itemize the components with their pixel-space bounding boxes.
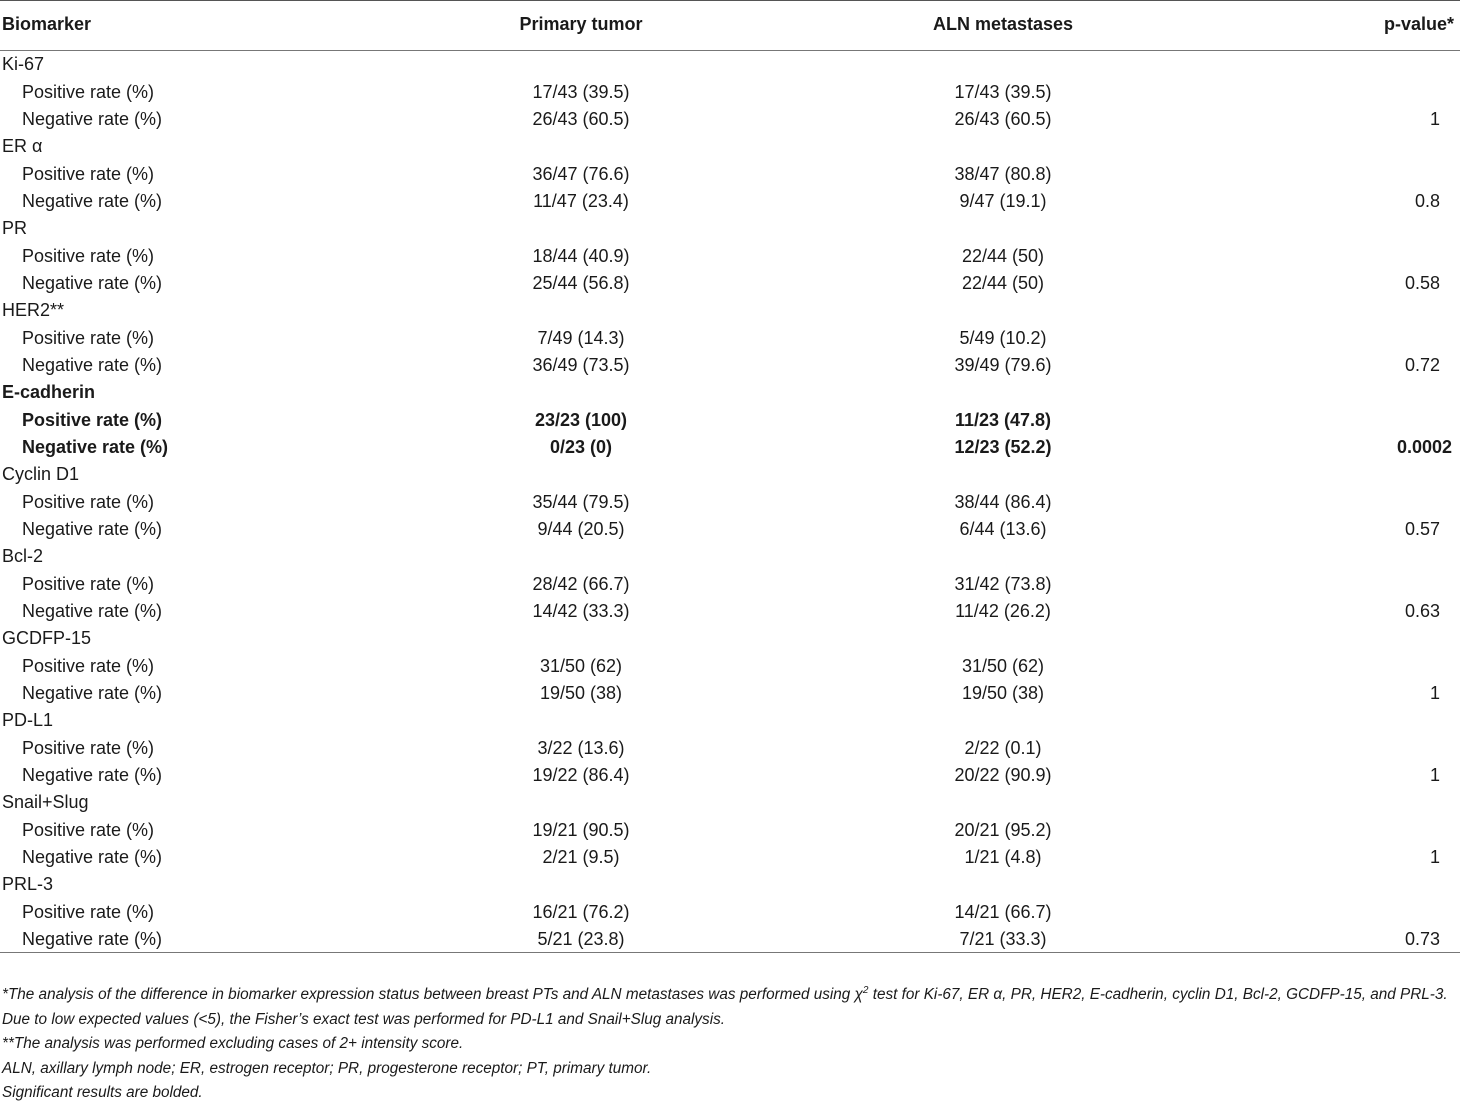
aln-metastases-value: 20/21 (95.2): [954, 819, 1052, 840]
table-row: [0, 269, 1460, 296]
primary-tumor-value: [360, 543, 750, 570]
primary-tumor-value: [360, 461, 750, 488]
table-group-row: [0, 51, 1460, 78]
rate-label: Negative rate (%): [22, 928, 163, 949]
table-row: [0, 926, 1460, 953]
p-value: [1250, 379, 1460, 406]
biomarker-name: GCDFP-15: [2, 628, 92, 649]
rate-label: Negative rate (%): [22, 108, 163, 129]
rate-label: Negative rate (%): [22, 272, 163, 293]
primary-tumor-value: [360, 625, 750, 652]
biomarker-name: ER α: [2, 136, 43, 157]
p-value: 1: [1429, 847, 1440, 868]
aln-metastases-value: 39/49 (79.6): [954, 354, 1052, 375]
aln-metastases-value: 11/23 (47.8): [954, 409, 1052, 430]
p-value: [1250, 297, 1460, 324]
footnote-significance: Significant results are bolded.: [2, 1084, 203, 1101]
biomarker-name: PD-L1: [2, 710, 54, 731]
table-group-row: [0, 625, 1460, 652]
table-row: [0, 187, 1460, 214]
p-value: 0.73: [1404, 928, 1440, 949]
primary-tumor-value: 31/50 (62): [539, 655, 623, 676]
rate-label: Positive rate (%): [22, 245, 155, 266]
aln-metastases-value: [750, 297, 1250, 324]
p-value: [1250, 652, 1460, 679]
rate-label: Positive rate (%): [22, 491, 155, 512]
table-row: [0, 488, 1460, 515]
aln-metastases-value: 7/21 (33.3): [959, 928, 1047, 949]
primary-tumor-value: [360, 215, 750, 242]
primary-tumor-value: 16/21 (76.2): [532, 901, 630, 922]
p-value: 0.0002: [1396, 436, 1452, 457]
aln-metastases-value: 31/50 (62): [961, 655, 1045, 676]
table-group-row: [0, 871, 1460, 898]
aln-metastases-value: [750, 379, 1250, 406]
primary-tumor-value: 2/21 (9.5): [542, 847, 620, 868]
header-p-value: p-value*: [1383, 14, 1454, 34]
rate-label: Negative rate (%): [22, 847, 163, 868]
table-row: [0, 433, 1460, 460]
p-value: 1: [1429, 108, 1440, 129]
table-group-row: [0, 461, 1460, 488]
table-row: [0, 843, 1460, 870]
aln-metastases-value: [750, 871, 1250, 898]
primary-tumor-value: 19/50 (38): [539, 683, 623, 704]
table-row: [0, 105, 1460, 132]
aln-metastases-value: 5/49 (10.2): [959, 327, 1047, 348]
table-row: [0, 679, 1460, 706]
primary-tumor-value: 25/44 (56.8): [532, 272, 630, 293]
biomarker-name: E-cadherin: [2, 382, 96, 403]
header-biomarker: Biomarker: [2, 14, 92, 34]
table-group-row: [0, 133, 1460, 160]
aln-metastases-value: 26/43 (60.5): [954, 108, 1052, 129]
p-value: [1250, 461, 1460, 488]
rate-label: Positive rate (%): [22, 409, 163, 430]
p-value: 0.58: [1404, 272, 1440, 293]
aln-metastases-value: [750, 543, 1250, 570]
p-value: 0.57: [1404, 519, 1440, 540]
aln-metastases-value: 19/50 (38): [961, 683, 1045, 704]
primary-tumor-value: 7/49 (14.3): [537, 327, 625, 348]
p-value: [1250, 871, 1460, 898]
aln-metastases-value: 20/22 (90.9): [954, 765, 1052, 786]
p-value: [1250, 78, 1460, 105]
primary-tumor-value: 3/22 (13.6): [537, 737, 625, 758]
p-value: [1250, 488, 1460, 515]
table-group-row: [0, 789, 1460, 816]
table-group-row: [0, 379, 1460, 406]
aln-metastases-value: 22/44 (50): [961, 272, 1045, 293]
aln-metastases-value: [750, 461, 1250, 488]
rate-label: Negative rate (%): [22, 354, 163, 375]
footnote-statistics-text-b: test for Ki-67, ER α, PR, HER2, E-cadherin, cyclin D1, Bcl-2, GCDFP-15, and PRL-3. Due to low expected values (<5), the Fisher’s exact test was performed for PD-L1 and Snail+Slug analysis.: [2, 986, 1448, 1028]
table-group-row: [0, 297, 1460, 324]
p-value: [1250, 707, 1460, 734]
primary-tumor-value: [360, 379, 750, 406]
rate-label: Negative rate (%): [22, 519, 163, 540]
p-value: [1250, 816, 1460, 843]
rate-label: Positive rate (%): [22, 327, 155, 348]
rate-label: Positive rate (%): [22, 901, 155, 922]
p-value: [1250, 215, 1460, 242]
p-value: [1250, 898, 1460, 925]
rate-label: Positive rate (%): [22, 573, 155, 594]
table-row: [0, 652, 1460, 679]
aln-metastases-value: 2/22 (0.1): [964, 737, 1042, 758]
p-value: [1250, 789, 1460, 816]
rate-label: Positive rate (%): [22, 81, 155, 102]
primary-tumor-value: 17/43 (39.5): [532, 81, 630, 102]
primary-tumor-value: [360, 51, 750, 78]
header-primary-tumor: Primary tumor: [519, 14, 643, 34]
p-value: 0.63: [1404, 601, 1440, 622]
rate-label: Negative rate (%): [22, 683, 163, 704]
table-row: [0, 597, 1460, 624]
p-value: [1250, 133, 1460, 160]
p-value: 0.8: [1414, 190, 1440, 211]
footnote-her2: **The analysis was performed excluding cases of 2+ intensity score.: [2, 1035, 464, 1052]
header-row: [0, 1, 1460, 51]
p-value: [1250, 543, 1460, 570]
table-row: [0, 78, 1460, 105]
primary-tumor-value: 9/44 (20.5): [537, 519, 625, 540]
p-value: [1250, 324, 1460, 351]
table-row: [0, 515, 1460, 542]
p-value: [1250, 160, 1460, 187]
primary-tumor-value: 11/47 (23.4): [533, 190, 629, 211]
aln-metastases-value: 11/42 (26.2): [955, 601, 1051, 622]
aln-metastases-value: 38/47 (80.8): [954, 163, 1052, 184]
primary-tumor-value: [360, 133, 750, 160]
primary-tumor-value: 36/47 (76.6): [532, 163, 630, 184]
table-row: [0, 160, 1460, 187]
primary-tumor-value: 5/21 (23.8): [537, 928, 625, 949]
rate-label: Negative rate (%): [22, 601, 163, 622]
table-body: [0, 51, 1460, 953]
biomarker-name: Ki-67: [2, 54, 45, 75]
aln-metastases-value: [750, 789, 1250, 816]
primary-tumor-value: 26/43 (60.5): [532, 108, 630, 129]
aln-metastases-value: 17/43 (39.5): [954, 81, 1052, 102]
p-value: [1250, 625, 1460, 652]
aln-metastases-value: 1/21 (4.8): [964, 847, 1042, 868]
table-row: [0, 242, 1460, 269]
table-row: [0, 734, 1460, 761]
aln-metastases-value: 31/42 (73.8): [954, 573, 1052, 594]
primary-tumor-value: 36/49 (73.5): [532, 354, 630, 375]
table-row: [0, 816, 1460, 843]
aln-metastases-value: [750, 625, 1250, 652]
primary-tumor-value: 19/22 (86.4): [532, 765, 630, 786]
biomarker-name: Bcl-2: [2, 546, 44, 567]
table-row: [0, 570, 1460, 597]
footnote-abbreviations: ALN, axillary lymph node; ER, estrogen receptor; PR, progesterone receptor; PT, primary tumor.: [2, 1059, 652, 1077]
aln-metastases-value: 12/23 (52.2): [954, 436, 1052, 457]
aln-metastases-value: [750, 51, 1250, 78]
table-row: [0, 761, 1460, 788]
p-value: 0.72: [1404, 354, 1440, 375]
primary-tumor-value: [360, 297, 750, 324]
table-row: [0, 324, 1460, 351]
table-header: [0, 1, 1460, 51]
rate-label: Negative rate (%): [22, 190, 163, 211]
chi-superscript: 2: [862, 984, 869, 996]
table-group-row: [0, 543, 1460, 570]
chi-symbol: χ: [854, 986, 863, 1003]
rate-label: Positive rate (%): [22, 819, 155, 840]
primary-tumor-value: 18/44 (40.9): [532, 245, 630, 266]
aln-metastases-value: [750, 133, 1250, 160]
biomarker-name: HER2**: [2, 300, 65, 321]
table-row: [0, 406, 1460, 433]
aln-metastases-value: 22/44 (50): [961, 245, 1045, 266]
rate-label: Negative rate (%): [22, 436, 169, 457]
aln-metastases-value: [750, 215, 1250, 242]
biomarker-name: Cyclin D1: [2, 464, 80, 485]
footnote-statistics: [0, 983, 1458, 1032]
primary-tumor-value: 19/21 (90.5): [532, 819, 630, 840]
rate-label: Positive rate (%): [22, 655, 155, 676]
p-value: 1: [1429, 683, 1440, 704]
primary-tumor-value: 0/23 (0): [549, 436, 613, 457]
p-value: [1250, 242, 1460, 269]
table-row: [0, 898, 1460, 925]
header-aln-metastases: ALN metastases: [932, 14, 1074, 34]
aln-metastases-value: 14/21 (66.7): [954, 901, 1052, 922]
biomarker-name: PR: [2, 218, 28, 239]
primary-tumor-value: [360, 789, 750, 816]
p-value: [1250, 51, 1460, 78]
table-group-row: [0, 707, 1460, 734]
p-value: [1250, 734, 1460, 761]
primary-tumor-value: [360, 871, 750, 898]
table-footnotes: [0, 983, 1458, 1106]
p-value: [1250, 570, 1460, 597]
primary-tumor-value: 28/42 (66.7): [532, 573, 630, 594]
biomarker-name: Snail+Slug: [2, 792, 89, 813]
aln-metastases-value: 38/44 (86.4): [954, 491, 1052, 512]
p-value: 1: [1429, 765, 1440, 786]
primary-tumor-value: 35/44 (79.5): [532, 491, 630, 512]
p-value: [1250, 406, 1460, 433]
rate-label: Positive rate (%): [22, 163, 155, 184]
rate-label: Negative rate (%): [22, 765, 163, 786]
primary-tumor-value: 14/42 (33.3): [532, 601, 630, 622]
biomarker-name: PRL-3: [2, 874, 54, 895]
primary-tumor-value: [360, 707, 750, 734]
aln-metastases-value: 9/47 (19.1): [959, 190, 1047, 211]
table-group-row: [0, 215, 1460, 242]
rate-label: Positive rate (%): [22, 737, 155, 758]
table-row: [0, 351, 1460, 378]
primary-tumor-value: 23/23 (100): [534, 409, 628, 430]
aln-metastases-value: 6/44 (13.6): [959, 519, 1047, 540]
footnote-statistics-text-a: *The analysis of the difference in biomarker expression status between breast PTs and ALN metastases was performed using: [2, 986, 855, 1003]
aln-metastases-value: [750, 707, 1250, 734]
